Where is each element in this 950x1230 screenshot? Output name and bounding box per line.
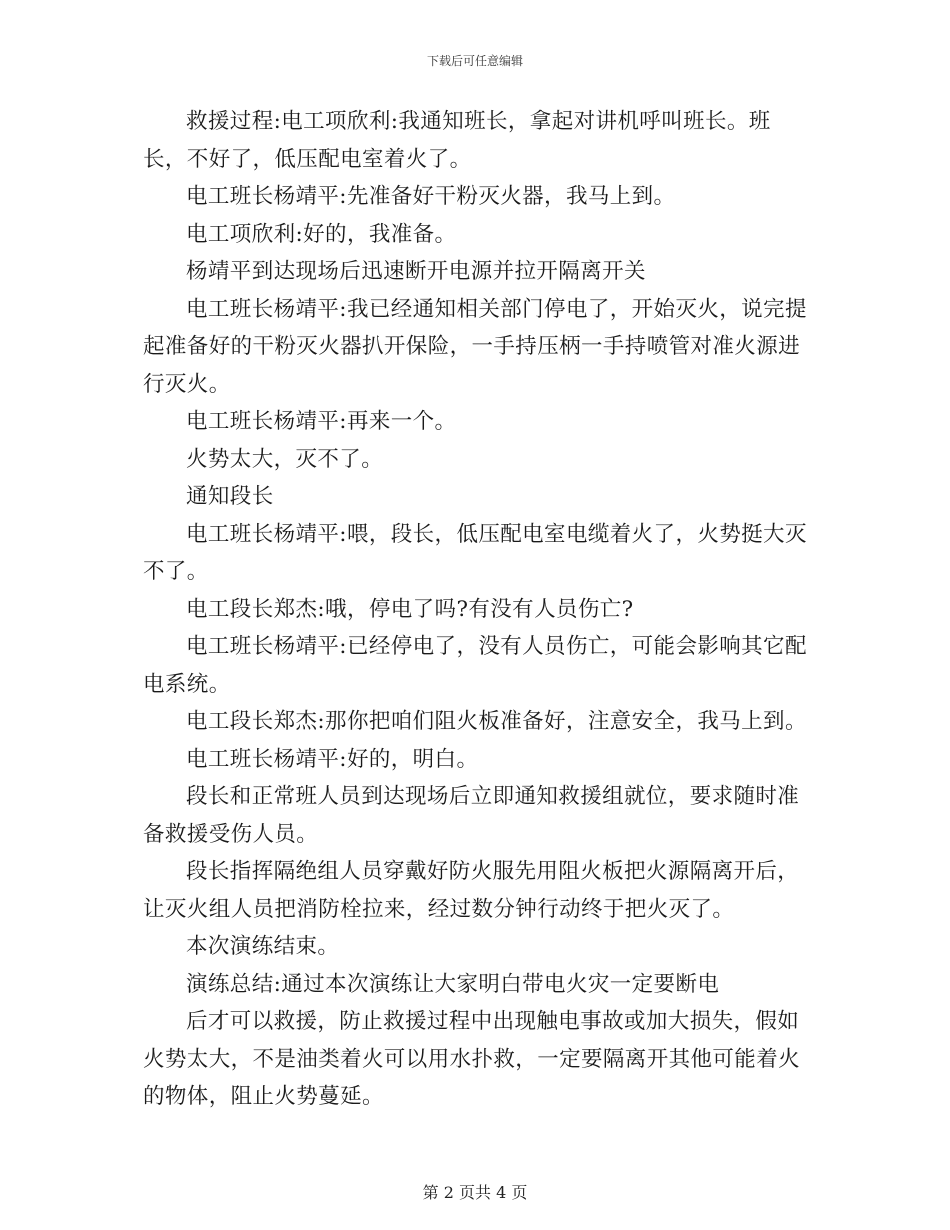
paragraph: 电工项欣利:好的，我准备。 — [186, 221, 457, 247]
paragraph: 电工班长杨靖平:已经停电了，没有人员伤亡，可能会影响其它配电系统。 — [143, 634, 807, 697]
paragraph: 电工班长杨靖平:先准备好干粉灭火器，我马上到。 — [186, 184, 676, 209]
paragraph: 演练总结:通过本次演练让大家明白带电火灾一定要断电 — [186, 971, 720, 997]
paragraph: 电工段长郑杰:那你把咱们阻火板准备好，注意安全，我马上到。 — [186, 709, 807, 734]
paragraph: 本次演练结束。 — [186, 934, 340, 959]
page-header: 下载后可任意编辑 — [426, 54, 523, 68]
paragraph: 通知段长 — [186, 484, 274, 509]
paragraph: 电工班长杨靖平:好的，明白。 — [186, 746, 479, 772]
paragraph: 杨靖平到达现场后迅速断开电源并拉开隔离开关 — [186, 259, 646, 284]
paragraph: 电工班长杨靖平:再来一个。 — [186, 409, 457, 434]
paragraph: 段长指挥隔绝组人员穿戴好防火服先用阻火板把火源隔离开后，让灭火组人员把消防栓拉来，经过数分钟行动终于把火灭了。 — [143, 859, 800, 922]
paragraph: 后才可以救援，防止救援过程中出现触电事故或加大损失，假如火势太大，不是油类着火可以用水扑救，一定要隔离开其他可能着火的物体，阻止火势蔓延。 — [143, 1009, 801, 1109]
paragraph: 救援过程:电工项欣利:我通知班长，拿起对讲机呼叫班长。班长，不好了，低压配电室着火了。 — [143, 109, 771, 172]
paragraph: 火势太大，灭不了。 — [186, 446, 384, 472]
document-body — [143, 103, 811, 1116]
paragraph: 电工段长郑杰:哦，停电了吗?有没有人员伤亡? — [186, 596, 634, 622]
paragraph: 段长和正常班人员到达现场后立即通知救援组就位，要求随时准备救援受伤人员。 — [143, 784, 800, 847]
page-number: 第 2 页共 4 页 — [422, 1183, 528, 1202]
paragraph: 电工班长杨靖平:喂，段长，低压配电室电缆着火了，火势挺大灭不了。 — [143, 521, 807, 584]
paragraph: 电工班长杨靖平:我已经通知相关部门停电了，开始灭火，说完提起准备好的干粉灭火器扒开保险，一手持压柄一手持喷管对准火源进行灭火。 — [143, 296, 807, 397]
